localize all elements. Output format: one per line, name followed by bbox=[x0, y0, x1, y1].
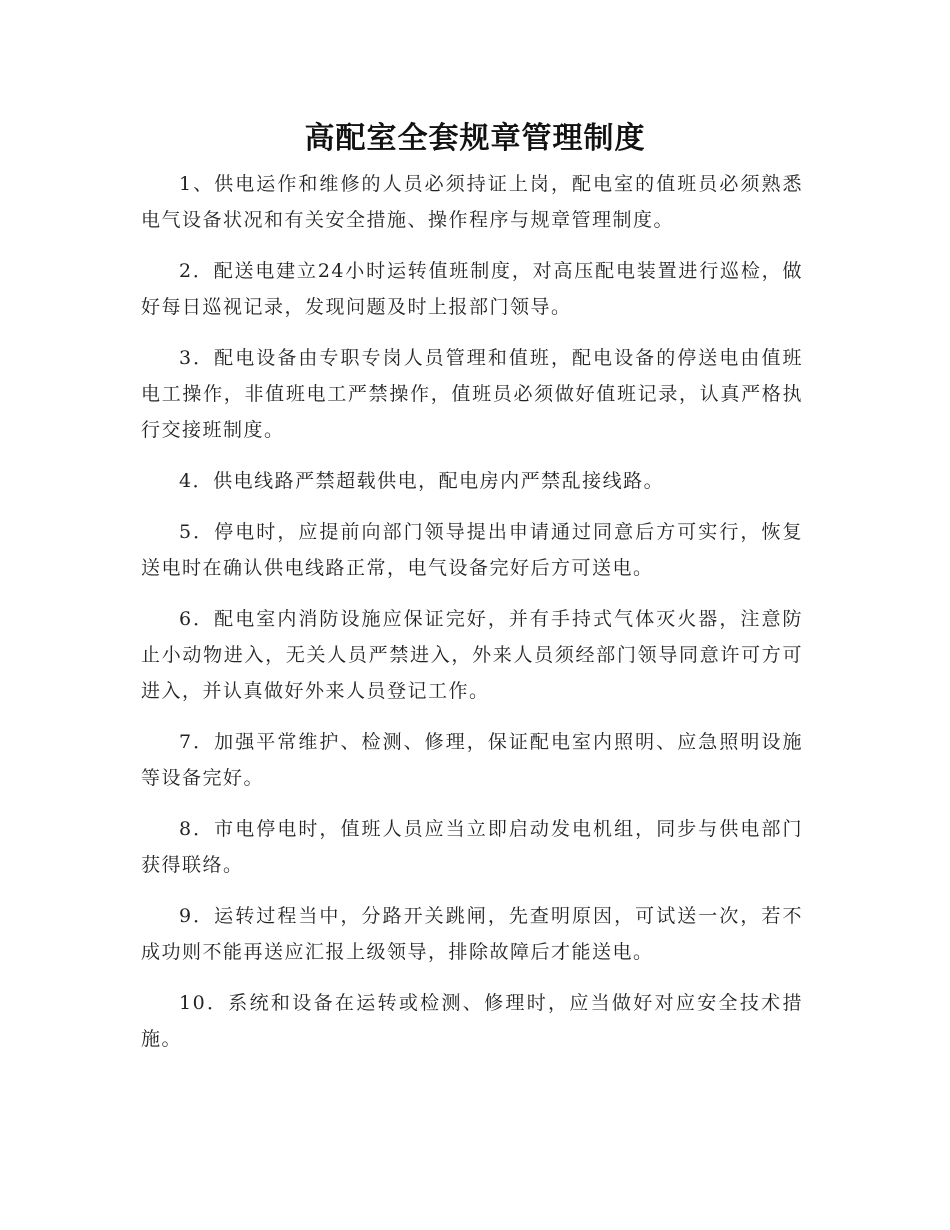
paragraph-6: 6．配电室内消防设施应保证完好，并有手持式气体灭火器，注意防止小动物进入，无关人员严禁进入，外来人员须经部门领导同意许可方可进入，并认真做好外来人员登记工作。 bbox=[141, 608, 803, 702]
paragraph-1: 1、供电运作和维修的人员必须持证上岗，配电室的值班员必须熟悉电气设备状况和有关安全措施、操作程序与规章管理制度。 bbox=[141, 173, 803, 231]
paragraph-9: 9．运转过程当中，分路开关跳闸，先查明原因，可试送一次，若不成功则不能再送应汇报上级领导，排除故障后才能送电。 bbox=[141, 905, 803, 963]
paragraph-3: 3．配电设备由专职专岗人员管理和值班，配电设备的停送电由值班电工操作，非值班电工严禁操作，值班员必须做好值班记录，认真严格执行交接班制度。 bbox=[141, 347, 803, 441]
paragraph-7: 7．加强平常维护、检测、修理，保证配电室内照明、应急照明设施等设备完好。 bbox=[141, 731, 803, 789]
paragraph-10: 10．系统和设备在运转或检测、修理时，应当做好对应安全技术措施。 bbox=[141, 992, 803, 1050]
document-body bbox=[141, 166, 803, 1072]
paragraph-5: 5．停电时，应提前向部门领导提出申请通过同意后方可实行，恢复送电时在确认供电线路正常，电气设备完好后方可送电。 bbox=[141, 521, 803, 579]
paragraph-2: 2．配送电建立24小时运转值班制度，对高压配电装置进行巡检，做好每日巡视记录，发现问题及时上报部门领导。 bbox=[141, 260, 803, 318]
paragraph-4: 4．供电线路严禁超载供电，配电房内严禁乱接线路。 bbox=[179, 470, 665, 492]
paragraph-8: 8．市电停电时，值班人员应当立即启动发电机组，同步与供电部门获得联络。 bbox=[141, 818, 803, 876]
document-title: 高配室全套规章管理制度 bbox=[304, 121, 646, 156]
